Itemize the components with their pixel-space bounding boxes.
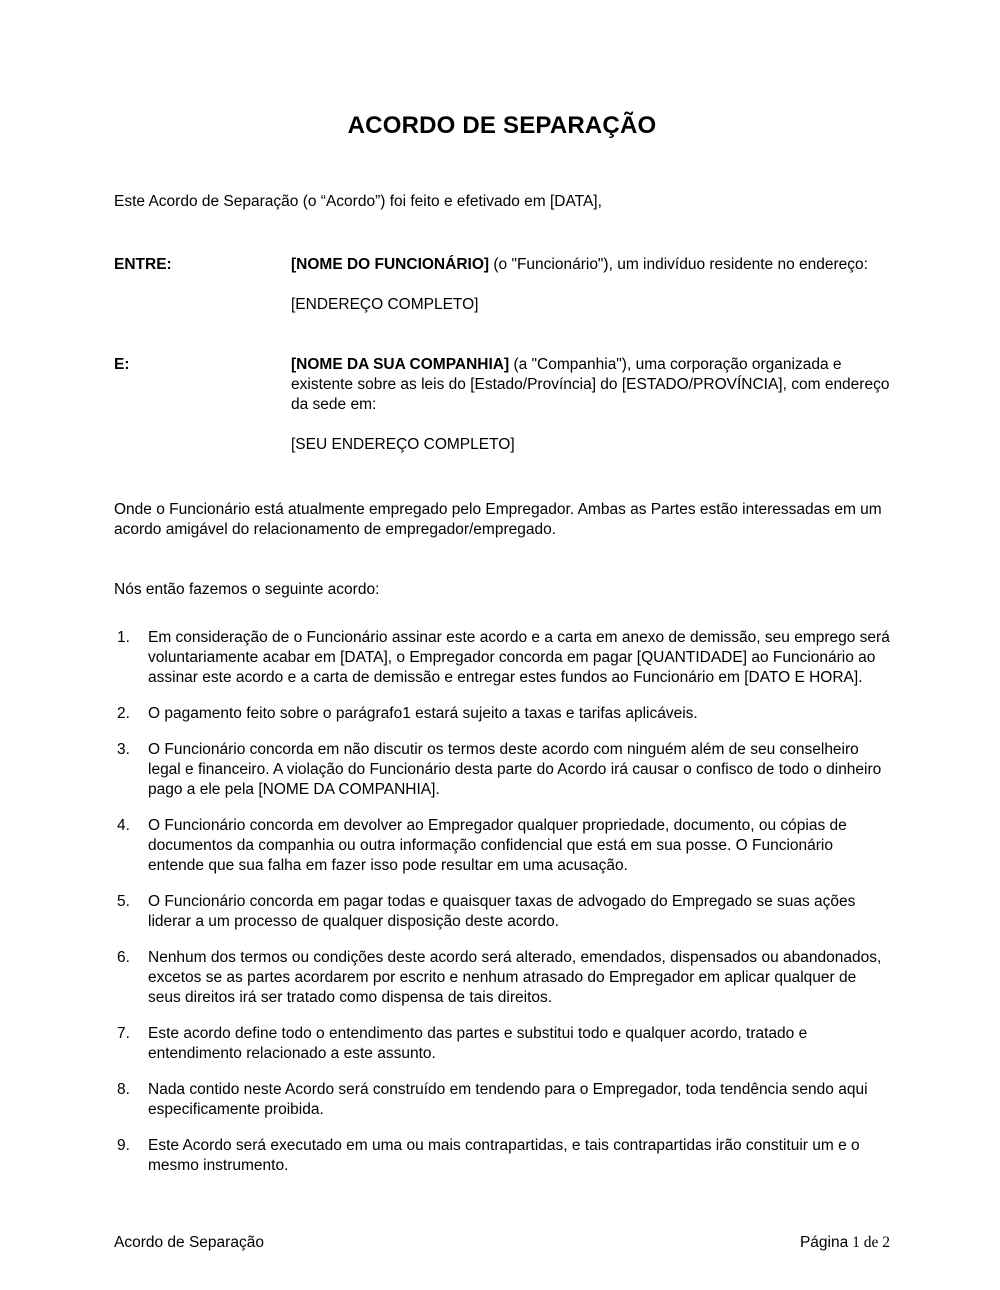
footer-page-total: 2 [882, 1234, 890, 1251]
party-block-employee [114, 212, 890, 315]
clause-item [114, 1080, 890, 1120]
company-name-placeholder: [NOME DA SUA COMPANHIA] [291, 355, 510, 373]
clause-number: 2. [117, 704, 130, 722]
employee-name-placeholder: [NOME DO FUNCIONÁRIO] [291, 255, 490, 273]
clause-number: 5. [117, 892, 130, 910]
page-title: ACORDO DE SEPARAÇÃO [347, 112, 657, 139]
clause-item [114, 740, 890, 800]
clause-text: O Funcionário concorda em não discutir os termos deste acordo com ninguém além de seu conselheiro legal e financeiro. A violação do Funcionário desta parte do Acordo irá causar o confisco de todo o dinheiro pago a ele pela [NOME DA COMPANHIA]. [148, 740, 882, 798]
clause-text: Em consideração de o Funcionário assinar este acordo e a carta em anexo de demissão, seu emprego será voluntariamente acabar em [DATA], o Empregador concorda em pagar [QUANTIDADE] ao Funcionário ao assinar este acordo e a carta de demissão e entregar estes fundos ao Funcionário em [DATO E HORA]. [148, 628, 890, 686]
footer-page-number: 1 [852, 1234, 860, 1251]
clause-number: 9. [117, 1136, 130, 1154]
footer-page-indicator [800, 1233, 890, 1253]
clause-number: 7. [117, 1024, 130, 1042]
clause-text: Nenhum dos termos ou condições deste acordo será alterado, emendados, dispensados ou abandonados, excetos se as partes acordarem por escrito e nenhum atrasado do Empregador em aplicar qualquer de seus direitos irá ser tratado como dispensa de tais direitos. [148, 948, 882, 1006]
footer-page-label: Página [799, 1234, 849, 1251]
clause-text: Este Acordo será executado em uma ou mais contrapartidas, e tais contrapartidas irão constituir um e o mesmo instrumento. [148, 1136, 860, 1174]
party-block-company [114, 315, 890, 455]
employee-description: (o "Funcionário"), um indivíduo residente no endereço: [489, 255, 868, 273]
clause-number: 4. [117, 816, 130, 834]
page-footer [114, 1233, 890, 1253]
clause-text: O Funcionário concorda em pagar todas e quaisquer taxas de advogado do Empregado se suas ações liderar a um processo de qualquer disposição deste acordo. [148, 892, 856, 930]
clause-text: O pagamento feito sobre o parágrafo1 estará sujeito a taxas e tarifas aplicáveis. [148, 704, 698, 722]
footer-page-of: de [863, 1234, 879, 1251]
clause-item [114, 948, 890, 1008]
employee-address-placeholder: [ENDEREÇO COMPLETO] [291, 295, 479, 313]
clause-item [114, 704, 890, 724]
clause-item [114, 1024, 890, 1064]
agreement-lead-in: Nós então fazemos o seguinte acordo: [114, 580, 380, 598]
clause-item [114, 1136, 890, 1176]
clause-item [114, 628, 890, 688]
clause-item [114, 892, 890, 932]
clause-number: 6. [117, 948, 130, 966]
clause-text: Nada contido neste Acordo será construído em tendendo para o Empregador, toda tendência sendo aqui especificamente proibida. [148, 1080, 868, 1118]
document-body [114, 0, 890, 1176]
party-label-employee: ENTRE: [114, 255, 172, 273]
company-address-placeholder: [SEU ENDEREÇO COMPLETO] [291, 435, 515, 453]
party-body-employee [291, 255, 890, 315]
clause-item [114, 816, 890, 876]
clause-number: 3. [117, 740, 130, 758]
party-employee-line [291, 255, 890, 275]
clause-text: Este acordo define todo o entendimento das partes e substitui todo e qualquer acordo, tratado e entendimento relacionado a este assunto. [148, 1024, 808, 1062]
party-label-company: E: [114, 355, 130, 373]
party-company-line [291, 355, 890, 415]
recital-paragraph: Onde o Funcionário está atualmente empregado pelo Empregador. Ambas as Partes estão interessadas em um acordo amigável do relacionamento de empregador/empregado. [114, 500, 882, 538]
footer-document-name: Acordo de Separação [114, 1234, 264, 1251]
clause-number: 1. [117, 628, 130, 646]
clause-number: 8. [117, 1080, 130, 1098]
company-description: (a "Companhia"), uma corporação organizada e existente sobre as leis do [Estado/Província] do [ESTADO/PROVÍNCIA], com endereço da sede em: [291, 355, 890, 413]
intro-paragraph: Este Acordo de Separação (o “Acordo”) foi feito e efetivado em [DATA], [114, 192, 602, 210]
clause-text: O Funcionário concorda em devolver ao Empregador qualquer propriedade, documento, ou cópias de documentos da companhia ou outra informação confidencial que está em sua posse. O Funcionário entende que sua falha em fazer isso pode resultar em uma acusação. [148, 816, 847, 874]
party-body-company [291, 355, 890, 455]
clause-list [114, 600, 890, 1176]
